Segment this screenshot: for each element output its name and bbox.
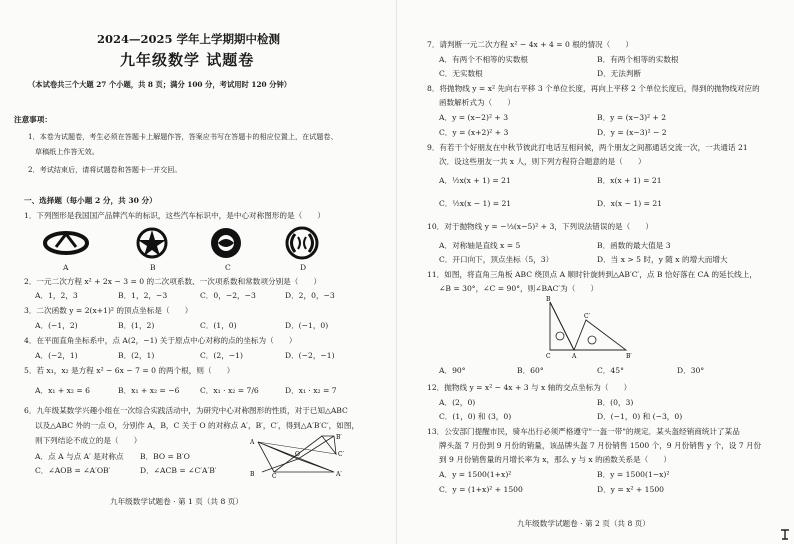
q6-option: A．点 A 与点 A′ 是对称点 [35,452,124,461]
page-2 [397,0,794,544]
question-11-line: 11．如图，将直角三角板 ABC 绕顶点 A 顺时针旋转到△AB′C′，点 B 恰好落在 CA 的延长线上， [427,270,757,279]
exam-subtitle: 九年级数学 试题卷 [120,51,255,69]
q1-option-label: B [150,263,156,272]
q8-option: A．y = (x−2)² + 3 [439,113,509,122]
q4-option: A．(−2，1) [35,351,78,360]
q13-option: C．y = (1+x)² + 1500 [439,485,523,494]
q12-option: B．(0，3) [597,398,634,407]
page-footer: 九年级数学试题卷 · 第 1 页（共 8 页） [110,497,243,506]
q10-option: A．对称轴是直线 x = 5 [439,241,521,250]
question-6-line: 则下列结论不成立的是（ ） [35,436,142,445]
fig-label: C′ [338,451,344,458]
fig-label: B′ [626,353,632,360]
q2-option: C．0，−2，−3 [200,291,256,300]
q6-option: C．∠AOB = ∠A′OB′ [35,466,111,475]
question-7: 7．请判断一元二次方程 x² − 4x + 4 = 0 根的情况（ ） [427,40,634,49]
q3-option: C．(1，0) [200,321,237,330]
car-logo-b-icon [132,226,172,260]
q10-option: D．当 x > 5 时，y 随 x 的增大而增大 [597,255,728,264]
question-9-line: 次．设这些朋友一共 x 人，则下列方程符合题意的是（ ） [439,157,646,166]
q13-option: D．y = x² + 1500 [597,485,665,494]
question-6-line: 以及△ABC 外的一点 O，分别作 A，B，C 关于 O 的对称点 A′，B′，C′，得到△A′B′C′，如图， [35,421,360,430]
question-2: 2．一元二次方程 x² + 2x − 3 = 0 的二次项系数、一次项系数和常数项分别是（ ） [24,277,322,286]
question-1: 1．下列图形是我国国产品牌汽车的标识，这些汽车标识中，是中心对称图形的是（ ） [24,211,325,220]
note-line: 2．考试结束后，请将试题卷和答题卡一并交回。 [28,165,182,174]
q8-option: C．y = (x+2)² + 3 [439,128,509,137]
q5-option: B．x₁ + x₂ = −6 [118,386,180,395]
q11-option: C．45° [597,366,624,375]
note-line: 草稿纸上作答无效。 [35,147,99,156]
q4-option: B．(2，1) [118,351,155,360]
q2-option: A．1，2，3 [35,291,78,300]
exam-info: （本试卷共三个大题 27 个小题，共 8 页；满分 100 分，考试用时 120 分钟） [28,80,292,89]
question-5: 5．若 x₁，x₂ 是方程 x² − 6x − 7 = 0 的两个根，则（ ） [24,366,235,375]
q11-figure [540,296,640,360]
q12-option: A．(2，0) [439,398,476,407]
q1-option-label: D [300,263,307,272]
q3-option: A．(−1，2) [35,321,78,330]
q12-option: D．(−1，0) 和 (−3，0) [597,412,683,421]
q7-option: D．无法判断 [597,69,642,78]
question-13-line: 牌头盔 7 月份到 9 月份的销量，该品牌头盔 7 月份销售 1500 个，9 月份销售 y 个，设 7 月份 [439,441,762,450]
question-13-line: 13．公安部门提醒市民，骑车出行必须严格遵守"一盔一带"的规定．某头盔经销商统计了某品 [427,427,740,436]
question-10: 10．对于抛物线 y = −⅓(x−5)² + 3，下列说法错误的是（ ） [427,222,654,231]
q3-option: D．(−1，0) [285,321,329,330]
q4-option: C．(2，−1) [200,351,243,360]
q4-option: D．(−2，−1) [285,351,335,360]
question-13-line: 到 9 月份销售量的月增长率为 x，那么 y 与 x 的函数关系是（ ） [439,455,672,464]
corner-mark-icon [780,528,790,540]
fig-label: B [546,296,551,303]
q1-option-label: A [63,263,69,272]
fig-label: C [272,473,277,478]
q7-option: A．有两个不相等的实数根 [439,55,529,64]
fig-label: A [572,353,577,360]
question-12: 12．抛物线 y = x² − 4x + 3 与 x 轴的交点坐标为（ ） [427,383,632,392]
fig-label: A′ [336,471,342,478]
q9-option: D．x(x − 1) = 21 [597,199,663,208]
fig-label: C′ [584,313,590,320]
q5-option: C．x₁ · x₂ = 7/6 [200,386,259,395]
notes-title: 注意事项： [14,115,52,124]
q5-option: D．x₁ · x₂ = 7 [285,386,337,395]
question-4: 4．在平面直角坐标系中，点 A(2，−1) 关于原点中心对称的点的坐标为（ ） [24,336,297,345]
fig-label: A [250,439,255,446]
q2-option: D．2，0，−3 [285,291,335,300]
q3-option: B．(1，2) [118,321,155,330]
question-8-line: 8．将抛物线 y = x² 先向右平移 3 个单位长度，再向上平移 2 个单位长度后，得到的抛物线对应的 [427,84,760,93]
q6-option: D．∠ACB = ∠C′A′B′ [140,466,217,475]
q9-option: B．x(x + 1) = 21 [597,176,662,185]
q9-option: A．½x(x + 1) = 21 [439,176,511,185]
q8-option: B．y = (x−3)² + 2 [597,113,667,122]
q6-figure [248,432,348,478]
note-line: 1．本卷为试题卷，考生必须在答题卡上解题作答，答案应书写在答题卡的相应位置上，在试题卷、 [28,132,338,141]
q2-option: B．1，2，−3 [118,291,168,300]
q7-option: B．有两个相等的实数根 [597,55,679,64]
q6-option: B．BO = B′O [140,452,190,461]
q8-option: D．y = (x−3)² − 2 [597,128,667,137]
section-heading: 一、选择题（每小题 2 分，共 30 分） [24,196,157,205]
fig-label: O [295,451,300,458]
q13-option: B．y = 1500(1−x)² [597,470,670,479]
q7-option: C．无实数根 [439,69,483,78]
question-9-line: 9．有若干个好朋友在中秋节彼此打电话互相问候，两个朋友之间都通话交流一次，一共通话 21 [427,143,748,152]
car-logo-d-icon [284,225,320,261]
fig-label: C [546,353,551,360]
fig-label: B [250,471,255,478]
car-logo-a-icon [42,229,90,257]
fig-label: B′ [336,434,342,441]
q5-option: A．x₁ + x₂ = 6 [35,386,90,395]
page-footer: 九年级数学试题卷 · 第 2 页（共 8 页） [517,519,650,528]
q13-option: A．y = 1500(1+x)² [439,470,512,479]
question-11-line: ∠B = 30°，∠C = 90°，则∠BAC′为（ ） [439,284,599,293]
q10-option: C．开口向下，顶点坐标（5，3） [439,255,554,264]
q1-option-label: C [225,263,231,272]
q11-option: B．60° [517,366,544,375]
q11-option: A．90° [439,366,466,375]
exam-title: 2024—2025 学年上学期期中检测 [97,32,281,46]
q9-option: C．½x(x − 1) = 21 [439,199,512,208]
question-8-line: 函数解析式为（ ） [439,98,515,107]
q10-option: B．函数的最大值是 3 [597,241,671,250]
question-6-line: 6．九年级某数学兴趣小组在一次综合实践活动中，为研究中心对称图形的性质，对于已知△ABC [24,406,348,415]
q11-option: D．30° [677,366,705,375]
car-logo-c-icon [208,225,244,261]
question-3: 3．二次函数 y = 2(x+1)² 的顶点坐标是（ ） [24,306,193,315]
q12-option: C．(1，0) 和 (3，0) [439,412,512,421]
